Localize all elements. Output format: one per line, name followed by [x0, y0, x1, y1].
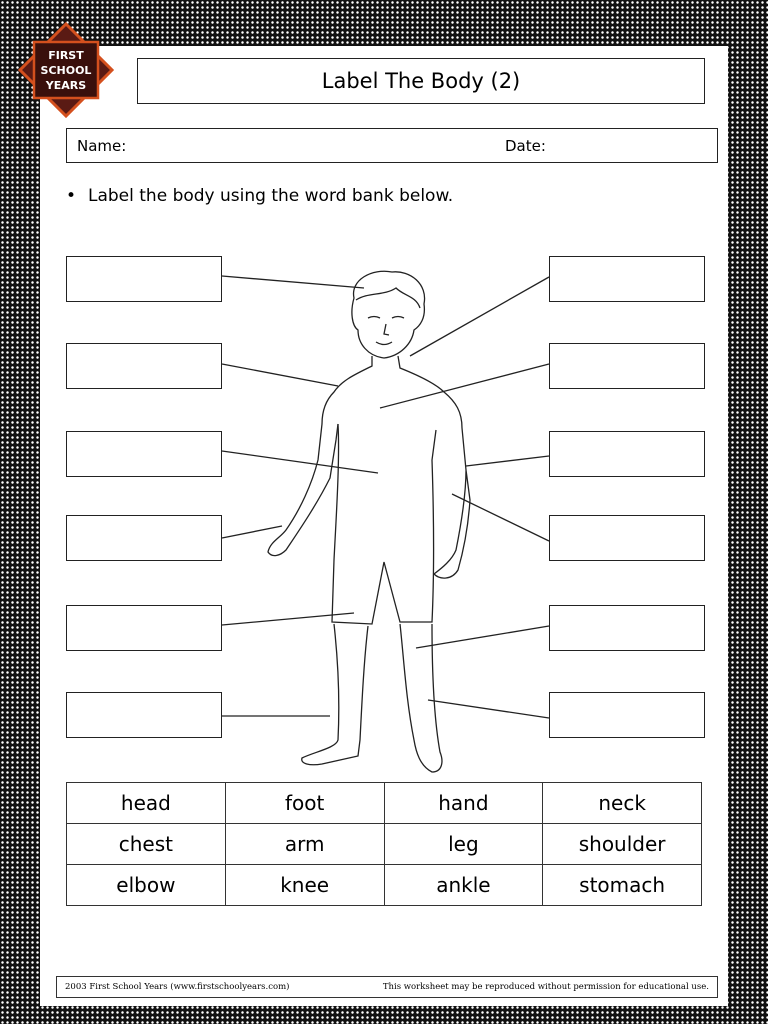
label-box-right-1[interactable] — [549, 256, 705, 302]
word-bank-table — [66, 782, 702, 906]
word-bank-row — [67, 865, 702, 906]
label-box-left-2[interactable] — [66, 343, 222, 389]
title-text: Label The Body (2) — [321, 69, 521, 93]
label-box-left-3[interactable] — [66, 431, 222, 477]
name-label: Name: — [77, 137, 127, 155]
word-bank-cell: neck — [543, 783, 702, 824]
footer-copyright: 2003 First School Years (www.firstschoolyears.com) — [65, 982, 290, 992]
label-box-right-3[interactable] — [549, 431, 705, 477]
date-label: Date: — [505, 137, 546, 155]
word-bank-cell: leg — [384, 824, 543, 865]
logo-line-1: FIRST — [48, 49, 84, 62]
footer-permission: This worksheet may be reproduced without permission for educational use. — [382, 982, 709, 992]
word-bank-cell: shoulder — [543, 824, 702, 865]
label-box-left-4[interactable] — [66, 515, 222, 561]
label-box-left-6[interactable] — [66, 692, 222, 738]
word-bank-cell: elbow — [67, 865, 226, 906]
instruction-text: Label the body using the word bank below. — [88, 186, 454, 206]
word-bank-cell: head — [67, 783, 226, 824]
word-bank-cell: ankle — [384, 865, 543, 906]
word-bank-cell: foot — [225, 783, 384, 824]
word-bank-cell: arm — [225, 824, 384, 865]
word-bank-cell: knee — [225, 865, 384, 906]
label-box-left-5[interactable] — [66, 605, 222, 651]
leader-lines — [222, 276, 549, 718]
word-bank-cell: hand — [384, 783, 543, 824]
footer-bar — [56, 976, 718, 998]
label-box-right-6[interactable] — [549, 692, 705, 738]
logo-line-3: YEARS — [45, 79, 87, 92]
logo-line-2: SCHOOL — [40, 64, 92, 77]
word-bank-row — [67, 783, 702, 824]
label-box-right-2[interactable] — [549, 343, 705, 389]
word-bank-row — [67, 824, 702, 865]
boy-figure — [268, 271, 470, 772]
label-box-right-5[interactable] — [549, 605, 705, 651]
label-box-left-1[interactable] — [66, 256, 222, 302]
bullet-icon: • — [66, 186, 77, 206]
word-bank-cell: stomach — [543, 865, 702, 906]
word-bank-cell: chest — [67, 824, 226, 865]
label-box-right-4[interactable] — [549, 515, 705, 561]
